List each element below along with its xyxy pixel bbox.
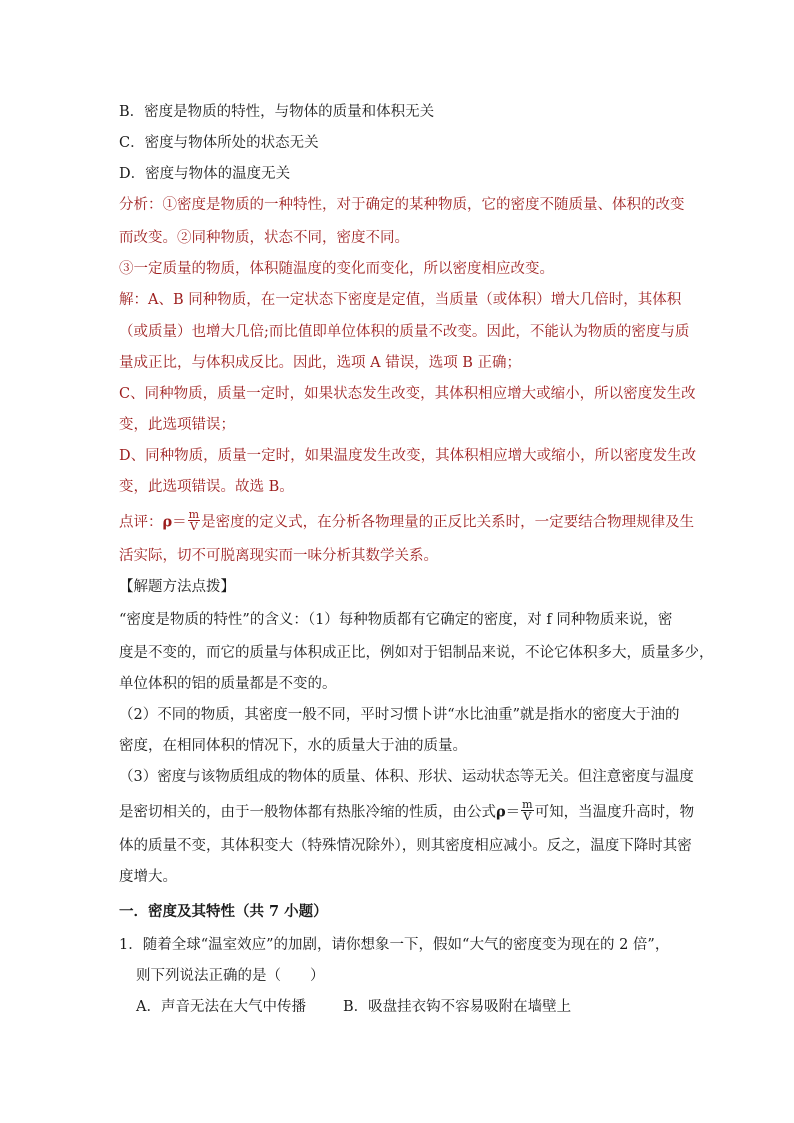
section-heading: 一．密度及其特性（共 7 小题） [119, 903, 328, 920]
comment-line-2: 活实际，切不可脱离现实而一味分析其数学关系。 [119, 548, 438, 564]
solution-line-7: 变，此选项错误。故选 B。 [119, 479, 294, 495]
question-1-line-2: 则下列说法正确的是（ ） [136, 968, 325, 984]
option-b-text: B．密度是物质的特性，与物体的质量和体积无关 [119, 104, 435, 120]
method-line-8: 体的质量不变，其体积变大（特殊情况除外），则其密度相应减小。反之，温度下降时其密 [119, 838, 692, 854]
rho-symbol: ρ [496, 803, 506, 821]
fraction-numerator: m [188, 508, 200, 521]
method-line-7 [119, 798, 695, 824]
fraction-numerator: m [522, 798, 533, 811]
solution-line-5: 变，此选项错误； [119, 417, 235, 433]
method-line-4: （2）不同的物质，其密度一般不同，平时习惯卜讲“水比油重”就是指水的密度大于油的 [119, 707, 680, 723]
rho-symbol: ρ [162, 513, 173, 531]
density-formula-fraction [521, 799, 533, 822]
analysis-line-3: ③一定质量的物质，体积随温度的变化而变化，所以密度相应改变。 [119, 261, 554, 277]
method-title: 【解题方法点拨】 [119, 579, 235, 595]
solution-line-1: 解：A、B 同种物质，在一定状态下密度是定值，当质量（或体积）增大几倍时，其体积 [119, 292, 682, 308]
analysis-line-1: 分析：①密度是物质的一种特性，对于确定的某种物质，它的密度不随质量、体积的改变 [119, 197, 685, 213]
comment-prefix: 点评： [119, 514, 163, 531]
density-formula-fraction [188, 509, 200, 532]
method-line-1: “密度是物质的特性”的含义：（1）每种物质都有它确定的密度，对 f 同种物质来说，密 [119, 612, 673, 628]
option-c-text: C．密度与物体所处的状态无关 [119, 135, 319, 151]
comment-suffix: 是密度的定义式，在分析各物理量的正反比关系时，一定要结合物理规律及生 [201, 514, 695, 531]
solution-line-6: D、同种物质，质量一定时，如果温度发生改变，其体积相应增大或缩小，所以密度发生改 [119, 448, 697, 464]
solution-line-2: （或质量）也增大几倍;而比值即单位体积的质量不改变。因此，不能认为物质的密度与质 [119, 324, 690, 340]
solution-line-3: 量成正比，与体积成反比。因此，选项 A 错误，选项 B 正确； [119, 355, 522, 371]
solution-line-4: C、同种物质，质量一定时，如果状态发生改变，其体积相应增大或缩小，所以密度发生改 [119, 386, 696, 402]
question-1-options [136, 997, 696, 1017]
fraction-denominator: V [523, 810, 532, 823]
method-line-2: 度是不变的，而它的质量与体积成正比，例如对于铝制品来说，不论它体积多大，质量多少， [119, 645, 714, 661]
option-d-text: D．密度与物体的温度无关 [119, 166, 291, 182]
method-line-3: 单位体积的铝的质量都是不变的。 [119, 676, 337, 692]
fraction-denominator: V [189, 520, 198, 533]
question-1-option-a: A．声音无法在大气中传播 [136, 999, 306, 1015]
analysis-line-2: 而改变。②同种物质，状态不同，密度不同。 [119, 230, 409, 246]
method-line-7-post: 可知，当温度升高时，物 [534, 804, 695, 821]
comment-line-1 [119, 508, 695, 534]
method-line-6: （3）密度与该物质组成的物体的质量、体积、形状、运动状态等无关。但注意密度与温度 [119, 769, 694, 785]
method-line-9: 度增大。 [119, 869, 177, 885]
method-line-5: 密度，在相同体积的情况下，水的质量大于油的质量。 [119, 738, 467, 754]
equals-sign: ＝ [505, 804, 521, 821]
question-1-line-1: 1．随着全球“温室效应”的加剧，请你想象一下，假如“大气的密度变为现在的 2 倍”， [119, 937, 670, 953]
question-1-option-b: B．吸盘挂衣钩不容易吸附在墙壁上 [343, 999, 572, 1015]
method-line-7-pre: 是密切相关的，由于一般物体都有热胀冷缩的性质，由公式 [119, 804, 496, 821]
equals-sign: ＝ [172, 514, 187, 531]
